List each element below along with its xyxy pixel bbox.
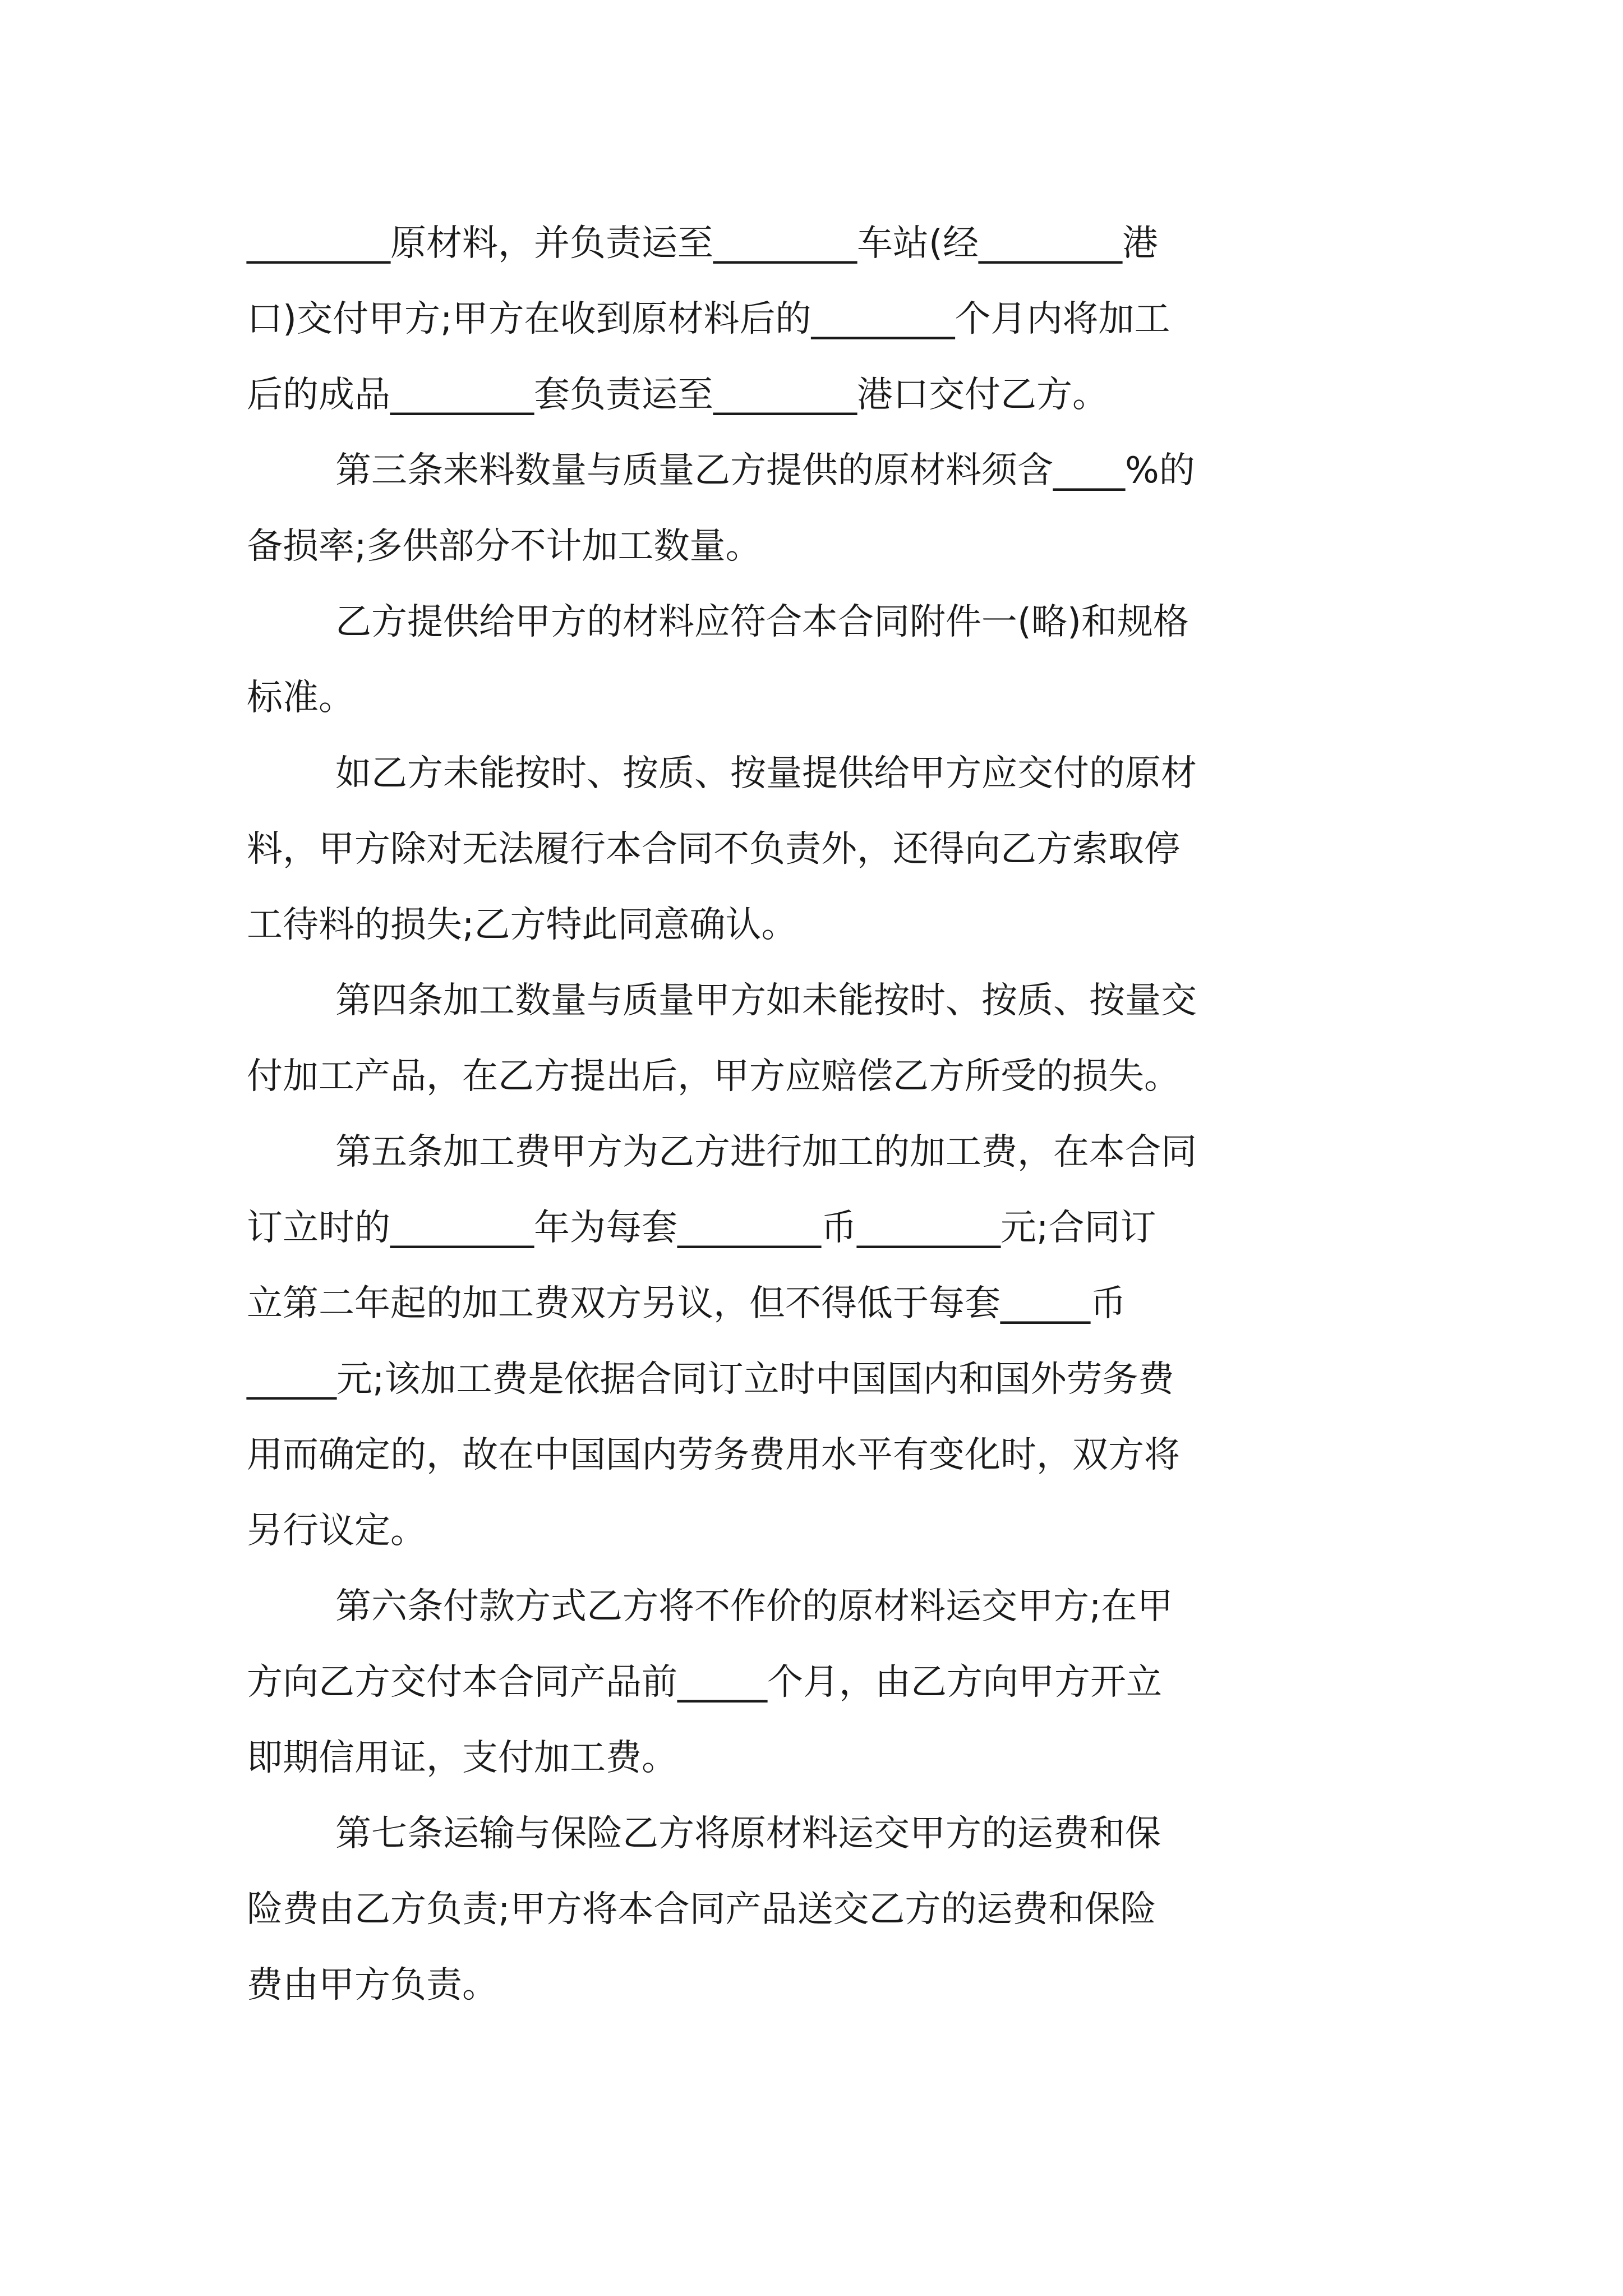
text-line — [0, 513, 1623, 580]
line-text: 第七条运输与保险乙方将原材料运交甲方的运费和保 — [335, 1813, 1161, 1855]
text-line — [0, 1043, 1623, 1110]
line-text: 如乙方未能按时、按质、按量提供给甲方应交付的原材 — [335, 753, 1197, 794]
text-line — [0, 740, 1623, 807]
line-text: 第四条加工数量与质量甲方如未能按时、按质、按量交 — [335, 980, 1197, 1022]
line-text: 备损率;多供部分不计加工数量。 — [247, 526, 762, 567]
text-line — [0, 1724, 1623, 1792]
text-line — [0, 1421, 1623, 1489]
text-line — [0, 437, 1623, 504]
text-line — [0, 1346, 1623, 1413]
text-line — [0, 1119, 1623, 1186]
line-text: 乙方提供给甲方的材料应符合本合同附件一(略)和规格 — [335, 601, 1189, 643]
line-text: 订立时的________年为每套________币________元;合同订 — [247, 1207, 1156, 1249]
line-text: 工待料的损失;乙方特此同意确认。 — [247, 904, 797, 946]
line-text: 付加工产品，在乙方提出后，甲方应赔偿乙方所受的损失。 — [247, 1056, 1180, 1097]
text-line — [0, 1270, 1623, 1337]
line-text: _____元;该加工费是依据合同订立时中国国内和国外劳务费 — [247, 1359, 1174, 1400]
text-line — [0, 588, 1623, 656]
line-text: 第五条加工费甲方为乙方进行加工的加工费，在本合同 — [335, 1131, 1197, 1173]
line-text: 另行议定。 — [247, 1510, 426, 1552]
line-text: 第六条付款方式乙方将不作价的原材料运交甲方;在甲 — [335, 1586, 1173, 1627]
text-line — [0, 286, 1623, 353]
line-text: 即期信用证，支付加工费。 — [247, 1737, 677, 1779]
text-line — [0, 1573, 1623, 1640]
line-text: 标准。 — [247, 677, 354, 719]
line-text: 第三条来料数量与质量乙方提供的原材料须含____%的 — [335, 450, 1195, 491]
text-line — [0, 210, 1623, 277]
text-line — [0, 1497, 1623, 1565]
text-line — [0, 967, 1623, 1034]
text-line — [0, 664, 1623, 731]
line-text: 口)交付甲方;甲方在收到原材料后的________个月内将加工 — [247, 298, 1170, 340]
line-text: 方向乙方交付本合同产品前_____个月，由乙方向甲方开立 — [247, 1662, 1162, 1703]
line-text: 用而确定的，故在中国国内劳务费用水平有变化时，双方将 — [247, 1434, 1180, 1476]
text-line — [0, 1194, 1623, 1262]
text-line — [0, 1876, 1623, 1943]
text-line — [0, 1649, 1623, 1716]
line-text: 险费由乙方负责;甲方将本合同产品送交乙方的运费和保险 — [247, 1889, 1156, 1930]
line-text: 后的成品________套负责运至________港口交付乙方。 — [247, 374, 1108, 416]
line-text: 立第二年起的加工费双方另议，但不得低于每套_____币 — [247, 1283, 1126, 1324]
line-text: 费由甲方负责。 — [247, 1964, 498, 2006]
line-text: 料，甲方除对无法履行本合同不负责外，还得向乙方索取停 — [247, 829, 1180, 870]
text-line — [0, 1952, 1623, 2019]
text-line — [0, 816, 1623, 883]
text-line — [0, 891, 1623, 959]
text-line — [0, 361, 1623, 429]
text-line — [0, 1800, 1623, 1867]
line-text: ________原材料，并负责运至________车站(经________港 — [247, 223, 1158, 264]
